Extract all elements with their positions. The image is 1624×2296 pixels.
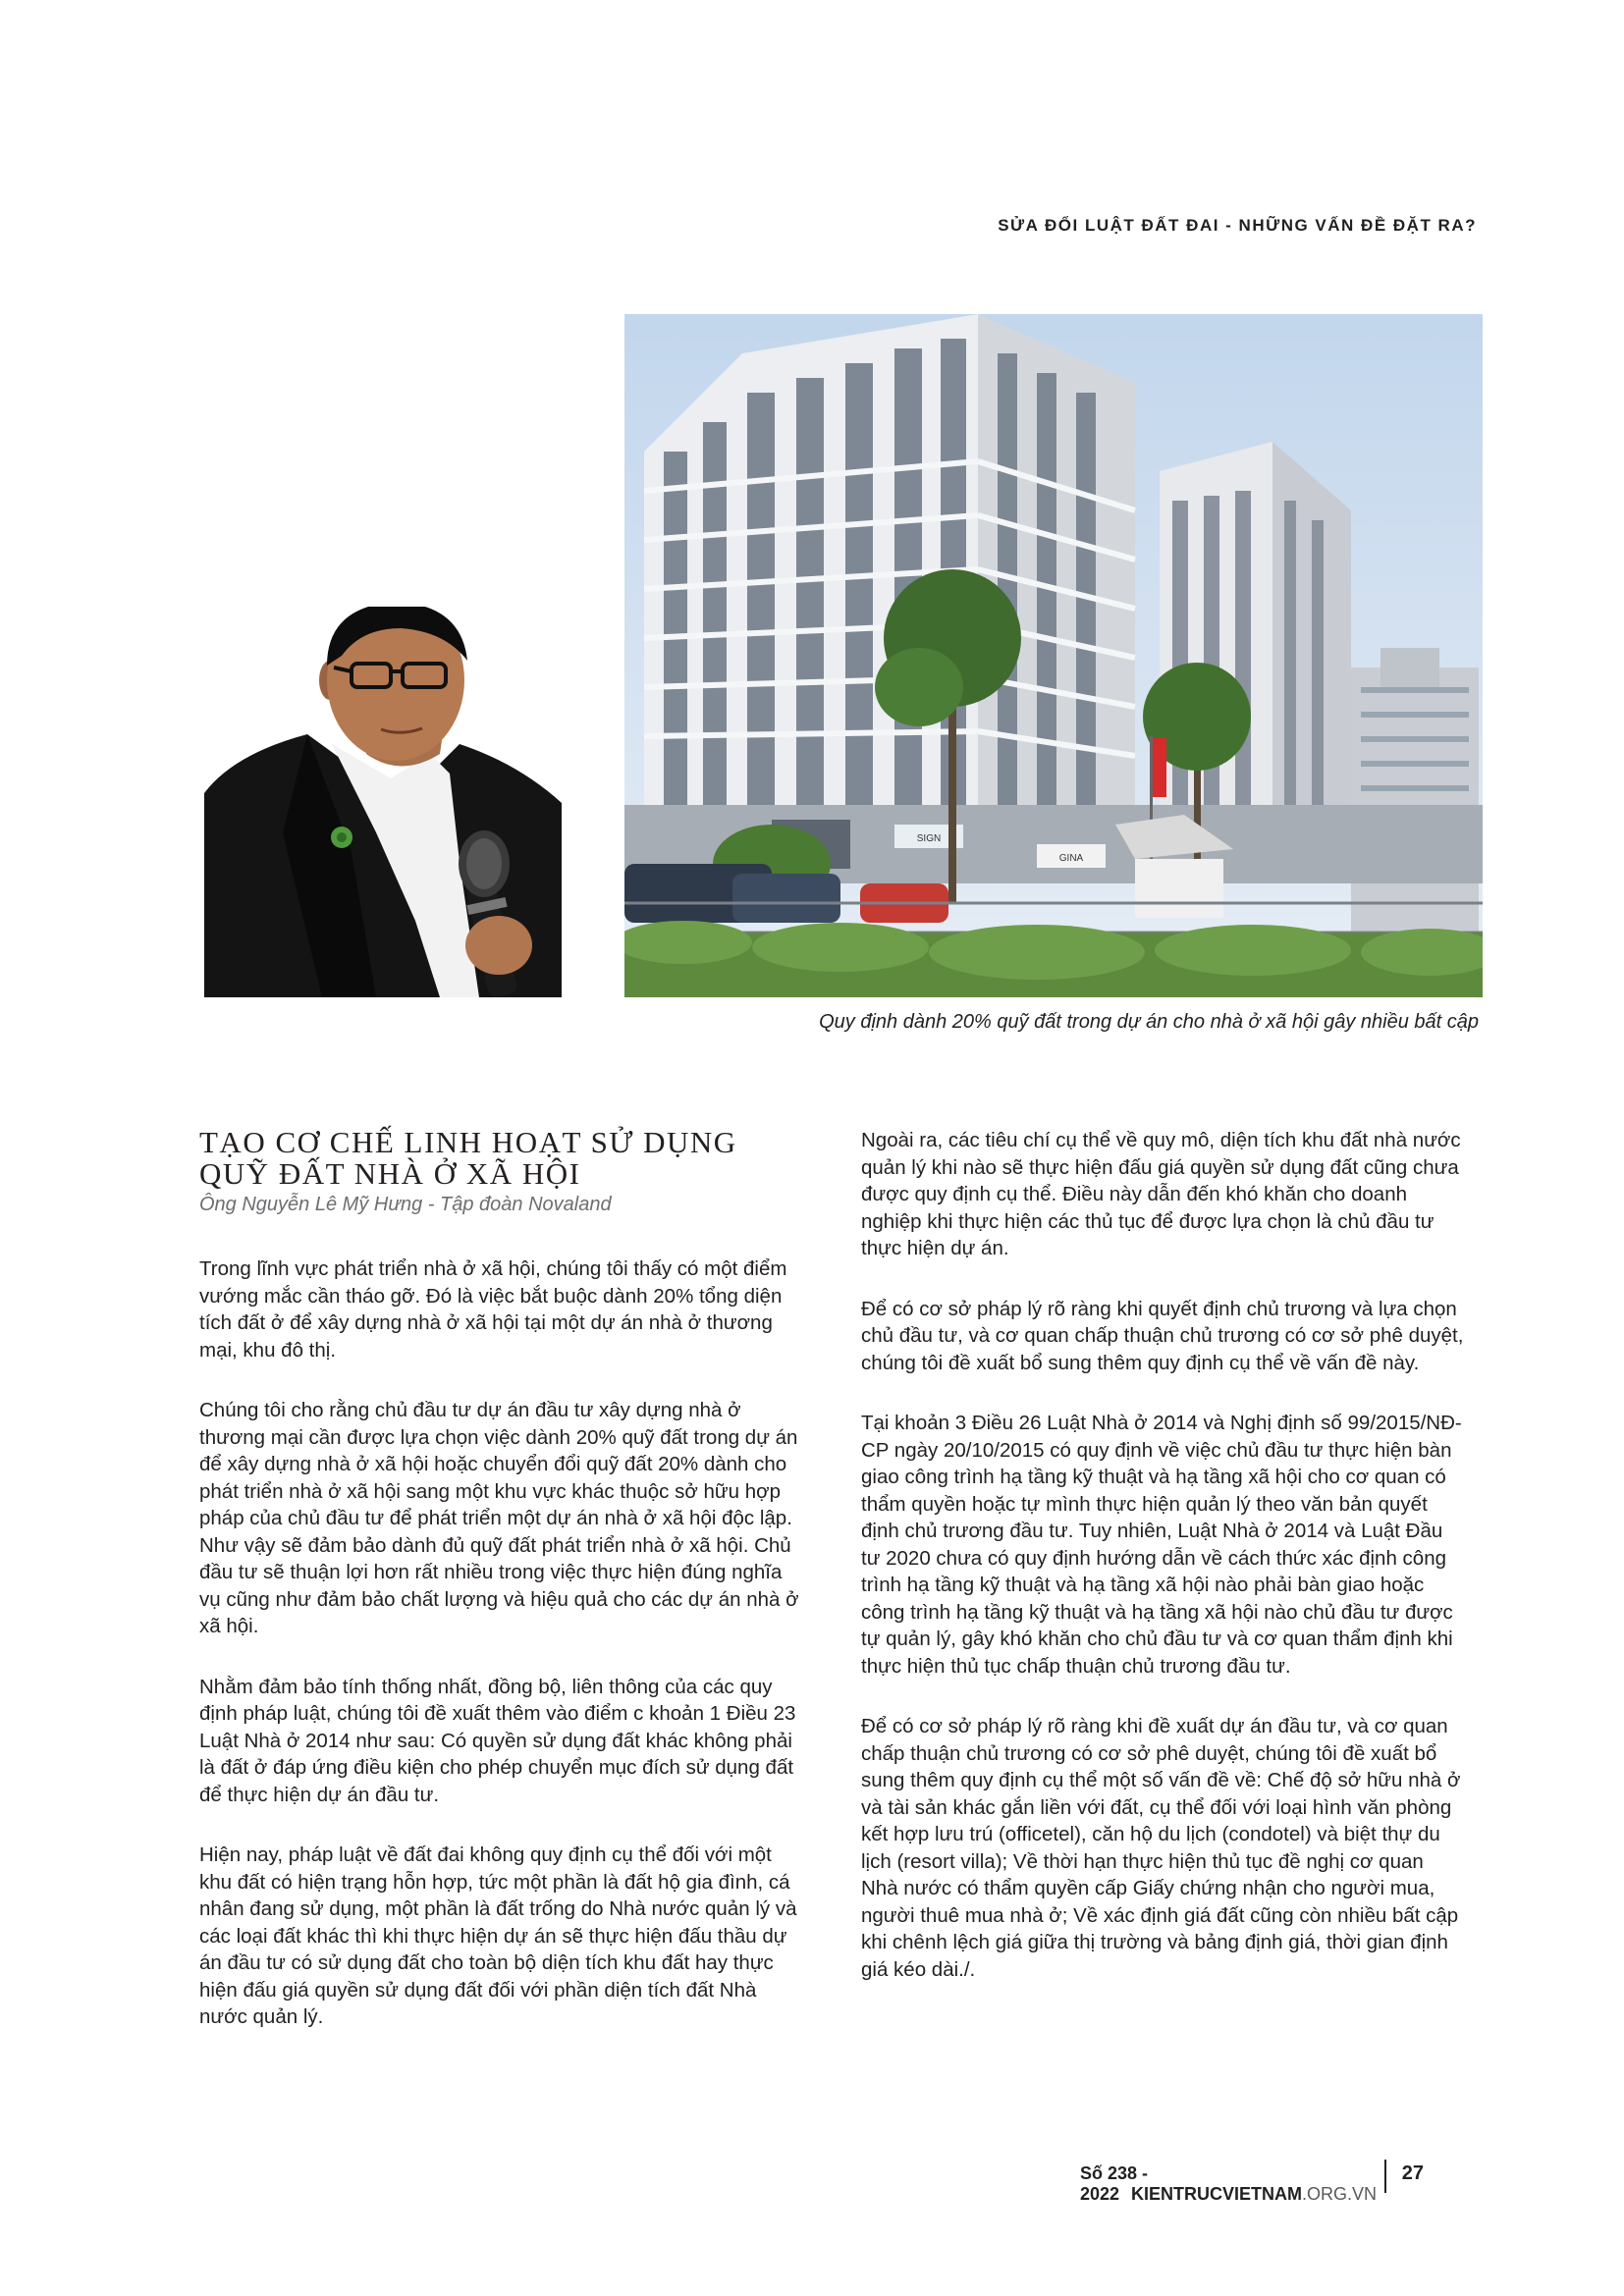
paragraph: Chúng tôi cho rằng chủ đầu tư dự án đầu tư xây dựng nhà ở thương mại cần được lựa chọn việc dành 20% quỹ đất trong dự án để xây dựng nhà ở xã hội hoặc chuyển đổi quỹ đất 20% dành cho phát triển nhà ở xã hội sang một khu vực khác thuộc sở hữu hợp pháp của chủ đầu tư để phát triển một dự án nhà ở xã hội độc lập. Như vậy sẽ đảm bảo dành đủ quỹ đất phát triển nhà ở xã hội. Chủ đầu tư sẽ thuận lợi hơn rất nhiều trong việc thực hiện đúng nghĩa vụ cũng như đảm bảo chất lượng và hiệu quả cho các dự án nhà ở xã hội. — [199, 1399, 799, 1637]
paragraph: Tại khoản 3 Điều 26 Luật Nhà ở 2014 và Nghị định số 99/2015/NĐ-CP ngày 20/10/2015 có quy định về việc chủ đầu tư thực hiện bàn giao công trình hạ tầng kỹ thuật và hạ tầng xã hội cho cơ quan có thẩm quyền hoặc tự mình thực hiện quản lý theo văn bản quyết định chủ trương đầu tư. Tuy nhiên, Luật Nhà ở 2014 và Luật Đầu tư 2020 chưa có quy định hướng dẫn về cách thức xác định công trình hạ tầng kỹ thuật và hạ tầng xã hội nào phải bàn giao hoặc công trình hạ tầng kỹ thuật và hạ tầng xã hội nào chủ đầu tư được tự quản lý, gây khó khăn cho chủ đầu tư và cơ quan thẩm định khi thực hiện thủ tục chấp thuận chủ trương đầu tư. — [861, 1412, 1462, 1678]
paragraph: Để có cơ sở pháp lý rõ ràng khi đề xuất dự án đầu tư, và cơ quan chấp thuận chủ trương có cơ sở phê duyệt, chúng tôi đề xuất bổ sung thêm quy định cụ thể một số vấn đề về: Chế độ sở hữu nhà ở và tài sản khác gắn liền với đất, cụ thể đối với loại hình văn phòng kết hợp lưu trú (officetel), căn hộ du lịch (condotel) và biệt thự du lịch (resort villa); Về thời hạn thực hiện thủ tục đề nghị cơ quan Nhà nước có thẩm quyền cấp Giấy chứng nhận cho người mua, người thuê mua nhà ở; Về xác định giá đất cũng còn nhiều bất cập khi chênh lệch giá giữa thị trường và bảng định giá, thời gian định giá kéo dài./. — [861, 1715, 1461, 1981]
article-headline: TẠO CƠ CHẾ LINH HOẠT SỬ DỤNG QUỸ ĐẤT NHÀ Ở XÃ HỘI — [199, 1125, 737, 1191]
site-tld: .ORG.VN — [1302, 2184, 1378, 2204]
shop-sign-left: SIGN — [916, 833, 942, 844]
paragraph: Nhằm đảm bảo tính thống nhất, đồng bộ, liên thông của các quy định pháp luật, chúng tôi đề xuất thêm vào điểm c khoản 1 Điều 23 Luật Nhà ở 2014 như sau: Có quyền sử dụng đất khác không phải là đất ở đáp ứng điều kiện cho phép chuyển mục đích sử dụng đất để thực hiện dự án đầu tư. — [199, 1675, 796, 1806]
photo-caption: Quy định dành 20% quỹ đất trong dự án cho nhà ở xã hội gây nhiều bất cập — [819, 1011, 1479, 1033]
article-left-column — [199, 1127, 802, 2064]
footer-divider — [1384, 2160, 1386, 2193]
paragraph: Ngoài ra, các tiêu chí cụ thể về quy mô, diện tích khu đất nhà nước quản lý khi nào sẽ thực hiện đấu giá quyền sử dụng đất cũng chưa được quy định cụ thể. Điều này dẫn đến khó khăn cho doanh nghiệp khi thực hiện các thủ tục để được lựa chọn là chủ đầu tư thực hiện dự án. — [861, 1129, 1461, 1259]
paragraph: Hiện nay, pháp luật về đất đai không quy định cụ thể đối với một khu đất có hiện trạng hỗn hợp, tức một phần là đất hộ gia đình, cá nhân đang sử dụng, một phần là đất trống do Nhà nước quản lý và các loại đất khác thì khi thực hiện dự án sẽ thực hiện đấu thầu dự án đầu tư có sử dụng đất cho toàn bộ diện tích khu đất hay thực hiện đấu giá quyền sử dụng đất đối với phần diện tích đất Nhà nước quản lý. — [199, 1843, 797, 2028]
page-footer — [1080, 2160, 1483, 2204]
section-title: SỬA ĐỔI LUẬT ĐẤT ĐAI - NHỮNG VẤN ĐỀ ĐẶT RA? — [998, 216, 1477, 235]
building-photo — [624, 314, 1483, 997]
article-right-column — [861, 1127, 1464, 2016]
paragraph: Trong lĩnh vực phát triển nhà ở xã hội, chúng tôi thấy có một điểm vướng mắc cần tháo gỡ. Đó là việc bắt buộc dành 20% tổng diện tích đất ở để xây dựng nhà ở xã hội tại một dự án nhà ở thương mại, khu đô thị. — [199, 1257, 787, 1362]
article-byline: Ông Nguyễn Lê Mỹ Hưng - Tập đoàn Novaland — [199, 1194, 612, 1215]
shop-sign-right: GINA — [1058, 853, 1084, 864]
issue-number: Số 238 - 2022 — [1080, 2163, 1149, 2204]
site-name: KIENTRUCVIETNAM — [1131, 2184, 1303, 2204]
footer-issue-line — [1080, 2163, 1381, 2205]
paragraph: Để có cơ sở pháp lý rõ ràng khi quyết định chủ trương và lựa chọn chủ đầu tư, và cơ quan chấp thuận chủ trương có cơ sở phê duyệt, chúng tôi đề xuất bổ sung thêm quy định cụ thể về vấn đề này. — [861, 1297, 1464, 1374]
portrait-photo — [204, 607, 562, 997]
page-number: 27 — [1401, 2163, 1424, 2184]
